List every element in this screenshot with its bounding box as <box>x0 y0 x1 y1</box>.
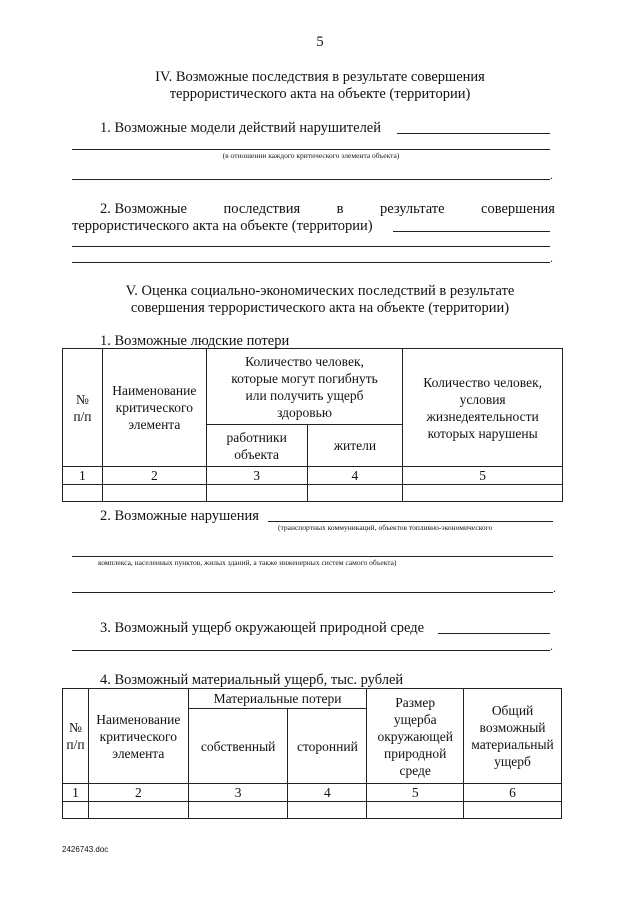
casualties-table <box>62 348 563 502</box>
column-number: 5 <box>403 467 563 485</box>
header-num: № п/п <box>63 689 89 784</box>
fill-line <box>72 149 550 150</box>
table-cell[interactable] <box>288 802 367 819</box>
section4-heading-line2: террористического акта на объекте (территории) <box>169 86 471 102</box>
table-cell[interactable] <box>307 485 403 502</box>
header-people-count: Количество человек, которые могут погибнуть или получить ущерб здоровью <box>206 349 402 425</box>
header-element-name: Наименование критического элемента <box>102 349 206 467</box>
section5-item2-hint1: (транспортных коммуникаций, объектов топливно-экономического <box>278 523 493 532</box>
header-own: собственный <box>188 709 288 784</box>
section5-item1-label: 1. Возможные людские потери <box>100 333 290 349</box>
column-number: 4 <box>288 784 367 802</box>
header-environment-damage: Размер ущерба окружающей природной среде <box>367 689 464 784</box>
section4-item2-line2: террористического акта на объекте (территории) <box>72 218 373 234</box>
header-third-party: сторонний <box>288 709 367 784</box>
table-cell[interactable] <box>102 485 206 502</box>
table-cell[interactable] <box>63 485 103 502</box>
material-damage-table <box>62 688 562 819</box>
column-number: 2 <box>88 784 188 802</box>
table-cell[interactable] <box>403 485 563 502</box>
period-mark: . <box>553 581 556 595</box>
table-cell[interactable] <box>367 802 464 819</box>
footer-doc-name: 2426743.doc <box>62 845 109 854</box>
section4-item1-hint: (в отношении каждого критического элемента объекта) <box>222 151 400 160</box>
section5-item4-label: 4. Возможный материальный ущерб, тыс. рублей <box>100 672 404 688</box>
column-number: 1 <box>63 784 89 802</box>
period-mark: . <box>550 251 553 265</box>
section5-item2-hint2: комплекса, населенных пунктов, жилых зданий, а также инженерных систем самого объекта) <box>98 558 397 567</box>
word: в <box>336 201 344 217</box>
fill-line <box>72 556 553 557</box>
column-number: 3 <box>206 467 307 485</box>
section5-heading-line2: совершения террористического акта на объекте (территории) <box>130 300 510 316</box>
period-mark: . <box>550 168 553 182</box>
header-total-damage: Общий возможный материальный ущерб <box>464 689 562 784</box>
word: последствия <box>223 201 301 217</box>
fill-line <box>72 246 550 247</box>
column-number: 5 <box>367 784 464 802</box>
section5-heading-line1: V. Оценка социально-экономических последствий в результате <box>125 283 515 299</box>
header-material-losses: Материальные потери <box>188 689 367 709</box>
header-num: № п/п <box>63 349 103 467</box>
section5-item3-label: 3. Возможный ущерб окружающей природной среде <box>100 620 425 636</box>
fill-line <box>397 133 550 134</box>
fill-line <box>72 650 550 651</box>
word: совершения <box>481 201 555 217</box>
column-number: 4 <box>307 467 403 485</box>
section4-heading-line1: IV. Возможные последствия в результате совершения <box>155 69 485 85</box>
fill-line <box>72 592 553 593</box>
table-cell[interactable] <box>464 802 562 819</box>
section4-item2-line1 <box>100 201 555 218</box>
header-element-name: Наименование критического элемента <box>88 689 188 784</box>
fill-line <box>72 262 550 263</box>
header-residents: жители <box>307 425 403 467</box>
fill-line <box>72 179 550 180</box>
word: 2. Возможные <box>100 201 187 217</box>
header-affected-count: Количество человек, условия жизнедеятельности которых нарушены <box>403 349 563 467</box>
fill-line <box>438 633 550 634</box>
column-number: 3 <box>188 784 288 802</box>
column-number: 2 <box>102 467 206 485</box>
page-number: 5 <box>316 34 324 50</box>
period-mark: . <box>550 639 553 653</box>
section4-item1-label: 1. Возможные модели действий нарушителей <box>100 120 382 136</box>
table-cell[interactable] <box>206 485 307 502</box>
fill-line <box>268 521 553 522</box>
table-cell[interactable] <box>63 802 89 819</box>
column-number: 6 <box>464 784 562 802</box>
word: результате <box>380 201 445 217</box>
table-cell[interactable] <box>188 802 288 819</box>
section5-item2-label: 2. Возможные нарушения <box>100 508 259 524</box>
fill-line <box>393 231 550 232</box>
column-number: 1 <box>63 467 103 485</box>
header-workers: работники объекта <box>206 425 307 467</box>
table-cell[interactable] <box>88 802 188 819</box>
